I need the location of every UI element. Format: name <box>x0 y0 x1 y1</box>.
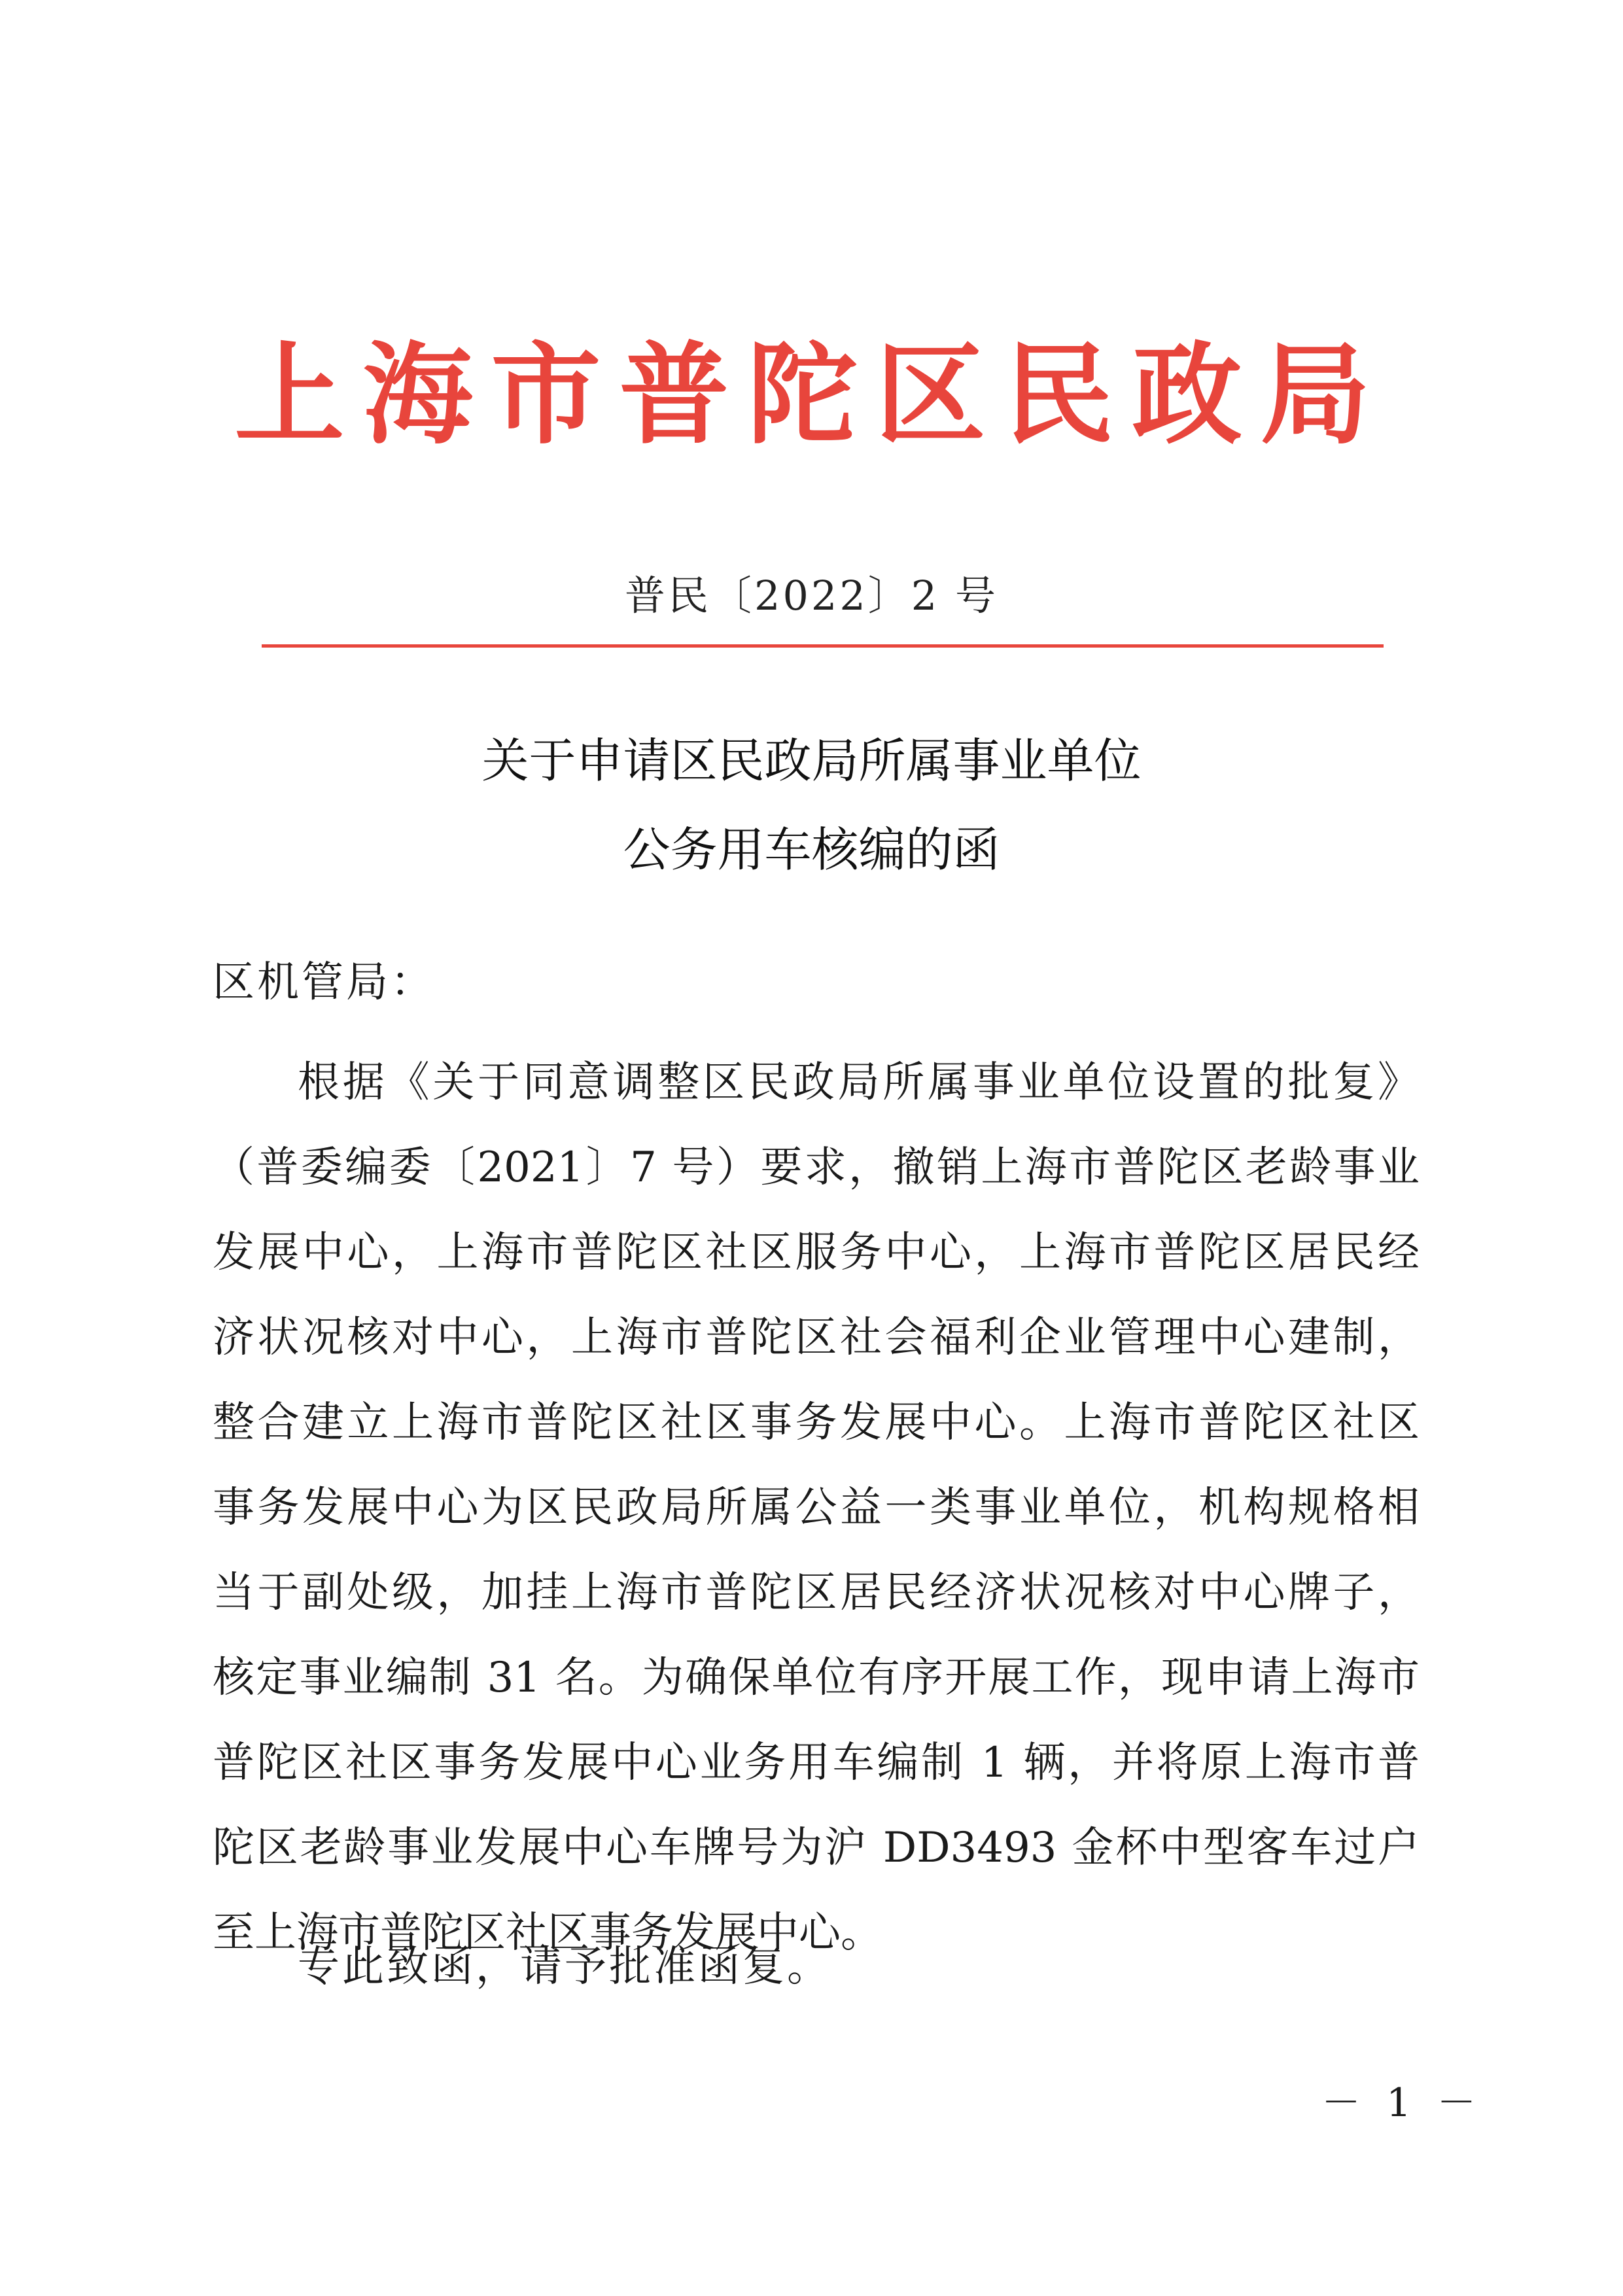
document-number: 普民〔2022〕2 号 <box>625 572 998 619</box>
body-line: 至上海市普陀区社区事务发展中心。 <box>213 1909 882 1957</box>
body-paragraph <box>213 1040 1420 1975</box>
closing-remark: 专此致函，请予批准函复。 <box>298 1943 831 1991</box>
body-line: 陀区老龄事业发展中心车牌号为沪 DD3493 金杯中型客车过户 <box>213 1824 1420 1872</box>
body-line: 事务发展中心为区民政局所属公益一类事业单位，机构规格相 <box>213 1484 1420 1532</box>
page-number: － 1 － <box>1321 2080 1483 2126</box>
body-line: 根据《关于同意调整区民政局所属事业单位设置的批复》 <box>298 1058 1420 1107</box>
body-line: 发展中心，上海市普陀区社区服务中心，上海市普陀区居民经 <box>213 1228 1420 1277</box>
title-line-1: 关于申请区民政局所属事业单位 <box>481 733 1142 788</box>
body-line: 普陀区社区事务发展中心业务用车编制 1 辆，并将原上海市普 <box>213 1739 1420 1787</box>
salutation: 区机管局： <box>213 958 435 1007</box>
body-line: 当于副处级，加挂上海市普陀区居民经济状况核对中心牌子， <box>213 1569 1420 1617</box>
title-line-2: 公务用车核编的函 <box>623 822 1000 877</box>
document-title <box>0 716 1623 894</box>
body-line: 整合建立上海市普陀区社区事务发展中心。上海市普陀区社区 <box>213 1399 1420 1447</box>
body-line: （普委编委〔2021〕7 号）要求，撤销上海市普陀区老龄事业 <box>213 1143 1420 1192</box>
body-line: 济状况核对中心，上海市普陀区社会福利企业管理中心建制， <box>213 1313 1420 1362</box>
body-line: 核定事业编制 31 名。为确保单位有序开展工作，现申请上海市 <box>213 1654 1420 1702</box>
organization-header: 上海市普陀区民政局 <box>234 331 1389 459</box>
red-separator-line <box>262 644 1384 648</box>
